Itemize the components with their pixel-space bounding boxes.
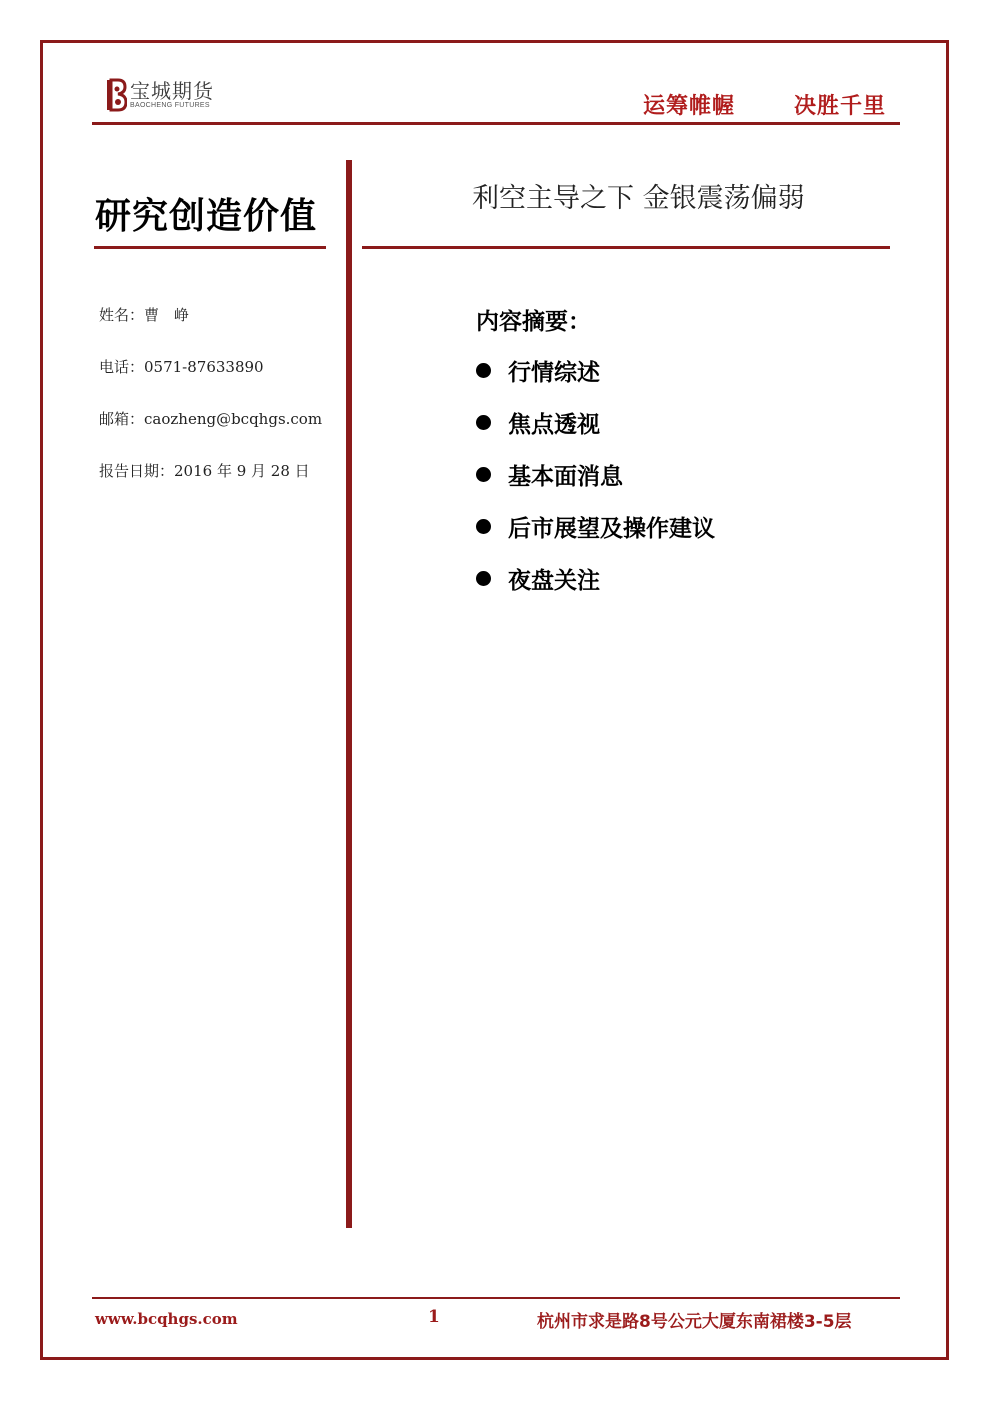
summary-item bbox=[476, 406, 600, 439]
author-phone: 电话：0571-87633890 bbox=[99, 358, 264, 376]
author-email: 邮箱：caozheng@bcqhgs.com bbox=[99, 410, 323, 428]
report-date: 报告日期：2016 年 9 月 28 日 bbox=[99, 462, 310, 480]
summary-item-label: 基本面消息 bbox=[508, 464, 623, 490]
column-divider bbox=[346, 160, 352, 1228]
footer-website[interactable]: www.bcqhgs.com bbox=[95, 1310, 238, 1328]
summary-item bbox=[476, 510, 715, 543]
slogan-second: 决胜千里 bbox=[794, 94, 887, 119]
bullet-icon bbox=[476, 363, 491, 378]
left-title: 研究创造价值 bbox=[95, 196, 318, 237]
logo-b-icon bbox=[107, 78, 127, 112]
footer-divider bbox=[92, 1297, 900, 1299]
summary-item bbox=[476, 458, 623, 491]
summary-item-label: 行情综述 bbox=[508, 360, 600, 386]
company-logo bbox=[107, 78, 214, 112]
logo-name-en: BAOCHENG FUTURES bbox=[130, 101, 210, 109]
bullet-icon bbox=[476, 467, 491, 482]
footer-address: 杭州市求是路8号公元大厦东南裙楼3-5层 bbox=[537, 1312, 852, 1332]
summary-item bbox=[476, 562, 600, 595]
summary-item bbox=[476, 354, 600, 387]
bullet-icon bbox=[476, 571, 491, 586]
summary-item-label: 夜盘关注 bbox=[508, 568, 600, 594]
bullet-icon bbox=[476, 519, 491, 534]
report-title: 利空主导之下 金银震荡偏弱 bbox=[472, 183, 805, 214]
summary-heading: 内容摘要： bbox=[476, 309, 591, 335]
slogan-first: 运筹帷幄 bbox=[643, 94, 736, 119]
author-name: 姓名：曹 峥 bbox=[99, 306, 190, 324]
header-divider bbox=[92, 122, 900, 125]
left-title-rule bbox=[94, 246, 326, 249]
summary-item-label: 后市展望及操作建议 bbox=[508, 516, 715, 542]
report-title-rule bbox=[362, 246, 890, 249]
logo-name-cn: 宝城期货 bbox=[130, 78, 214, 103]
page-number: 1 bbox=[428, 1307, 440, 1327]
bullet-icon bbox=[476, 415, 491, 430]
summary-item-label: 焦点透视 bbox=[508, 412, 600, 438]
